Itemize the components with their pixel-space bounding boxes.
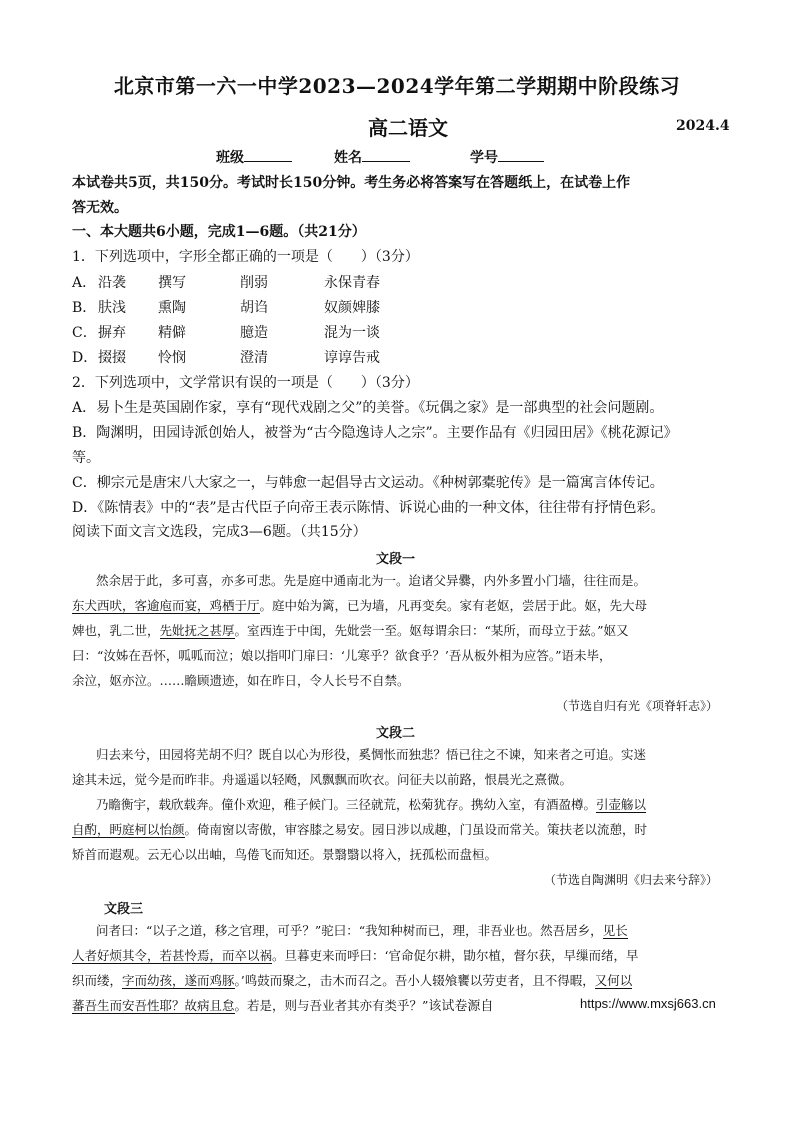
exam-title: 北京市第一六一中学2023—2024学年第二学期期中阶段练习 — [113, 74, 681, 98]
name-label: 姓名 — [334, 150, 362, 166]
class-label: 班级 — [216, 150, 244, 166]
passage-1-line: 然余居于此，多可喜，亦多可悲。先是庭中通南北为一。迨诸父异爨，内外多置小门墙，往往而是。 — [96, 573, 647, 588]
passage-3-line: 人者好烦其令，若甚怜焉，而卒以祸。旦暮吏来而呼曰：‘官命促尔耕，勖尔植，督尔获，早缫而绪，早 — [72, 948, 639, 963]
passage-1-source: （节选自归有光《项脊轩志》） — [555, 699, 718, 713]
underlined-phrase: 人者好烦其令，若甚怜焉，而卒以祸 — [72, 948, 273, 963]
passage-1-line: 余泣，妪亦泣。……瞻顾遗迹，如在昨日，令人长号不自禁。 — [72, 673, 410, 688]
passage-2-line: 矫首而遐观。云无心以出岫，鸟倦飞而知还。景翳翳以将入，抚孤松而盘桓。 — [72, 847, 498, 862]
passage-2-line: 途其未远，觉今是而昨非。舟遥遥以轻飏，风飘飘而吹衣。问征夫以前路，恨晨光之熹微。 — [72, 772, 573, 787]
notice-line-2: 答无效。 — [72, 200, 128, 216]
passage-1-line: 东犬西吠，客逾庖而宴，鸡栖于厅。庭中始为篱，已为墙，凡再变矣。家有老妪，尝居于此。妪，先大母 — [72, 598, 648, 613]
exam-page: 北京市第一六一中学2023—2024学年第二学期期中阶段练习 高二语文 2024.4 班级 姓名 学号 本试卷共5页，共150分。考试时长150分钟。考生务必将答案写在答题纸上，在试卷上作 答无效。 一、本大题共6小题，完成1—6题。（共21分） 1．下列选项中，字形全都正确的一项是（ ）（3分） A． 沿袭 撰写 削弱 永保青春 B． 肤浅 熏陶 胡诌 奴颜婢膝 C． 摒弃 精僻 臆造 混为一谈 D． 掇掇 怜悯 澄清 谆谆告戒 2．下列选项中，文学常识有误的一项是（ ）（3分） A．易卜生是英国剧作家，享有“现代戏剧之父”的美誉。《玩偶之家》是一部典型的社会问题剧。 B．陶渊明，田园诗派创始人，被誉为“古今隐逸诗人之宗”。主要作品有《归园田居》《桃花源记》 等。 C．柳宗元是唐宋八大家之一，与韩愈一起倡导古文运动。《种树郭橐驼传》是一篇寓言体传记。 D．《陈情表》中的“表”是古代臣子向帝王表示陈情、诉说心曲的一种文体，往往带有抒情色彩。 阅读下面文言文选段，完成3—6题。（共15分） 文段一 然余居于此，多可喜，亦多可悲。先是庭中通南北为一。迨诸父异爨，内外多置小门墙，往往而是。 东犬西吠，客逾庖而宴，鸡栖于厅。庭中始为篱，已为墙，凡再变矣。家有老妪，尝居于此。妪，先大母 婢也，乳二世，先妣抚之甚厚。室西连于中闺，先妣尝一至。妪每谓余曰：“某所，而母立于兹。”妪又 曰：“汝姊在吾怀，呱呱而泣；娘以指叩门扉曰：‘儿寒乎？欲食乎？’吾从板外相为应答。”语未毕， 余泣，妪亦泣。……瞻顾遗迹，如在昨日，令人长号不自禁。 （节选自归有光《项脊轩志》） 文段二 归去来兮，田园将芜胡不归？既自以心为形役，奚惆怅而独悲？悟已往之不谏，知来者之可追。实迷 途其未远，觉今是而昨非。舟遥遥以轻飏，风飘飘而吹衣。问征夫以前路，恨晨光之熹微。 乃瞻衡宇，载欣载奔。僮仆欢迎，稚子候门。三径就荒，松菊犹存。携幼入室，有酒盈樽。引壶觞以 自酌，眄庭柯以怡颜。倚南窗以寄傲，审容膝之易安。园日涉以成趣，门虽设而常关。策扶老以流憩，时 矫首而遐观。云无心以出岫，鸟倦飞而知还。景翳翳以将入，抚孤松而盘桓。 （节选自陶渊明《归去来兮辞》） 文段三 问者曰：“以子之道，移之官理，可乎？”驼曰：“我知种树而已，理，非吾业也。然吾居乡，见长 人者好烦其令，若甚怜焉，而卒以祸。旦暮吏来而呼曰：‘官命促尔耕，勖尔植，督尔获，早缫而绪，早 织而缕，字而幼孩，遂而鸡豚。’鸣鼓而聚之，击木而召之。吾小人辍飧饔以劳吏者，且不得暇，又何以 蕃吾生而安吾性耶？故病且怠。若是，则与吾业者其亦有类乎？”该试卷源自 https://www.mxsj663.cn — [0, 0, 794, 1123]
q2-stem: 2．下列选项中，文学常识有误的一项是（ ）（3分） — [72, 375, 419, 391]
q2-option-d: D．《陈情表》中的“表”是古代臣子向帝王表示陈情、诉说心曲的一种文体，往往带有抒情色彩。 — [72, 500, 665, 516]
underlined-phrase: 蕃吾生而安吾性耶？故病且怠 — [72, 998, 235, 1013]
underlined-phrase: 见长 — [602, 923, 628, 938]
underlined-phrase: 引壶觞以 — [596, 797, 647, 812]
passage-3-title: 文段三 — [104, 902, 144, 917]
student-info-fields — [216, 147, 544, 167]
q2-option-a: A．易卜生是英国剧作家，享有“现代戏剧之父”的美誉。《玩偶之家》是一部典型的社会问题剧。 — [72, 400, 664, 416]
passage-2-line: 归去来兮，田园将芜胡不归？既自以心为形役，奚惆怅而独悲？悟已往之不谏，知来者之可追。实迷 — [96, 747, 647, 762]
underlined-phrase: 自酌，眄庭柯以怡颜 — [72, 822, 185, 837]
underlined-phrase: 先妣抚之甚厚 — [159, 623, 235, 638]
subject-title: 高二语文 — [368, 116, 448, 140]
q2-option-c: C．柳宗元是唐宋八大家之一，与韩愈一起倡导古文运动。《种树郭橐驼传》是一篇寓言体传记。 — [72, 475, 664, 491]
underlined-phrase: 又何以 — [594, 973, 633, 988]
underlined-phrase: 东犬西吠，客逾庖而宴，鸡栖于厅 — [72, 598, 260, 613]
passage-1-line: 婢也，乳二世，先妣抚之甚厚。室西连于中闺，先妣尝一至。妪每谓余曰：“某所，而母立于兹。”妪又 — [72, 623, 629, 638]
name-blank[interactable] — [362, 147, 410, 162]
passage-3-line: 蕃吾生而安吾性耶？故病且怠。若是，则与吾业者其亦有类乎？”该试卷源自 — [72, 998, 494, 1014]
source-url-link[interactable]: https://www.mxsj663.cn — [580, 996, 716, 1011]
passage-2-source: （节选自陶渊明《归去来兮辞》） — [543, 873, 718, 887]
passage-2-line: 乃瞻衡宇，载欣载奔。僮仆欢迎，稚子候门。三径就荒，松菊犹存。携幼入室，有酒盈樽。引壶觞以 — [96, 797, 647, 812]
passage-3-line: 问者曰：“以子之道，移之官理，可乎？”驼曰：“我知种树而已，理，非吾业也。然吾居乡，见长 — [96, 923, 628, 938]
q2-option-b-cont: 等。 — [72, 450, 100, 466]
passage-3-line: 织而缕，字而幼孩，遂而鸡豚。’鸣鼓而聚之，击木而召之。吾小人辍飧饔以劳吏者，且不得暇，又何以 — [72, 973, 633, 988]
passage-2-line: 自酌，眄庭柯以怡颜。倚南窗以寄傲，审容膝之易安。园日涉以成趣，门虽设而常关。策扶老以流憩，时 — [72, 822, 648, 837]
underlined-phrase: 字而幼孩，遂而鸡豚 — [122, 973, 235, 988]
reading-intro: 阅读下面文言文选段，完成3—6题。（共15分） — [72, 524, 367, 540]
section-1-heading: 一、本大题共6小题，完成1—6题。（共21分） — [72, 224, 366, 240]
exam-date: 2024.4 — [676, 118, 730, 134]
class-blank[interactable] — [244, 147, 292, 162]
passage-1-title: 文段一 — [376, 552, 416, 567]
id-label: 学号 — [470, 150, 498, 166]
q2-option-b: B．陶渊明，田园诗派创始人，被誉为“古今隐逸诗人之宗”。主要作品有《归园田居》《桃花源记》 — [72, 425, 678, 441]
id-blank[interactable] — [498, 147, 544, 162]
passage-1-line: 曰：“汝姊在吾怀，呱呱而泣；娘以指叩门扉曰：‘儿寒乎？欲食乎？’吾从板外相为应答。”语未毕， — [72, 648, 612, 663]
source-note: 该试卷源自 — [428, 999, 494, 1014]
notice-line-1: 本试卷共5页，共150分。考试时长150分钟。考生务必将答案写在答题纸上，在试卷上作 — [72, 175, 631, 191]
q1-stem: 1．下列选项中，字形全都正确的一项是（ ）（3分） — [72, 249, 419, 265]
passage-2-title: 文段二 — [376, 726, 416, 741]
